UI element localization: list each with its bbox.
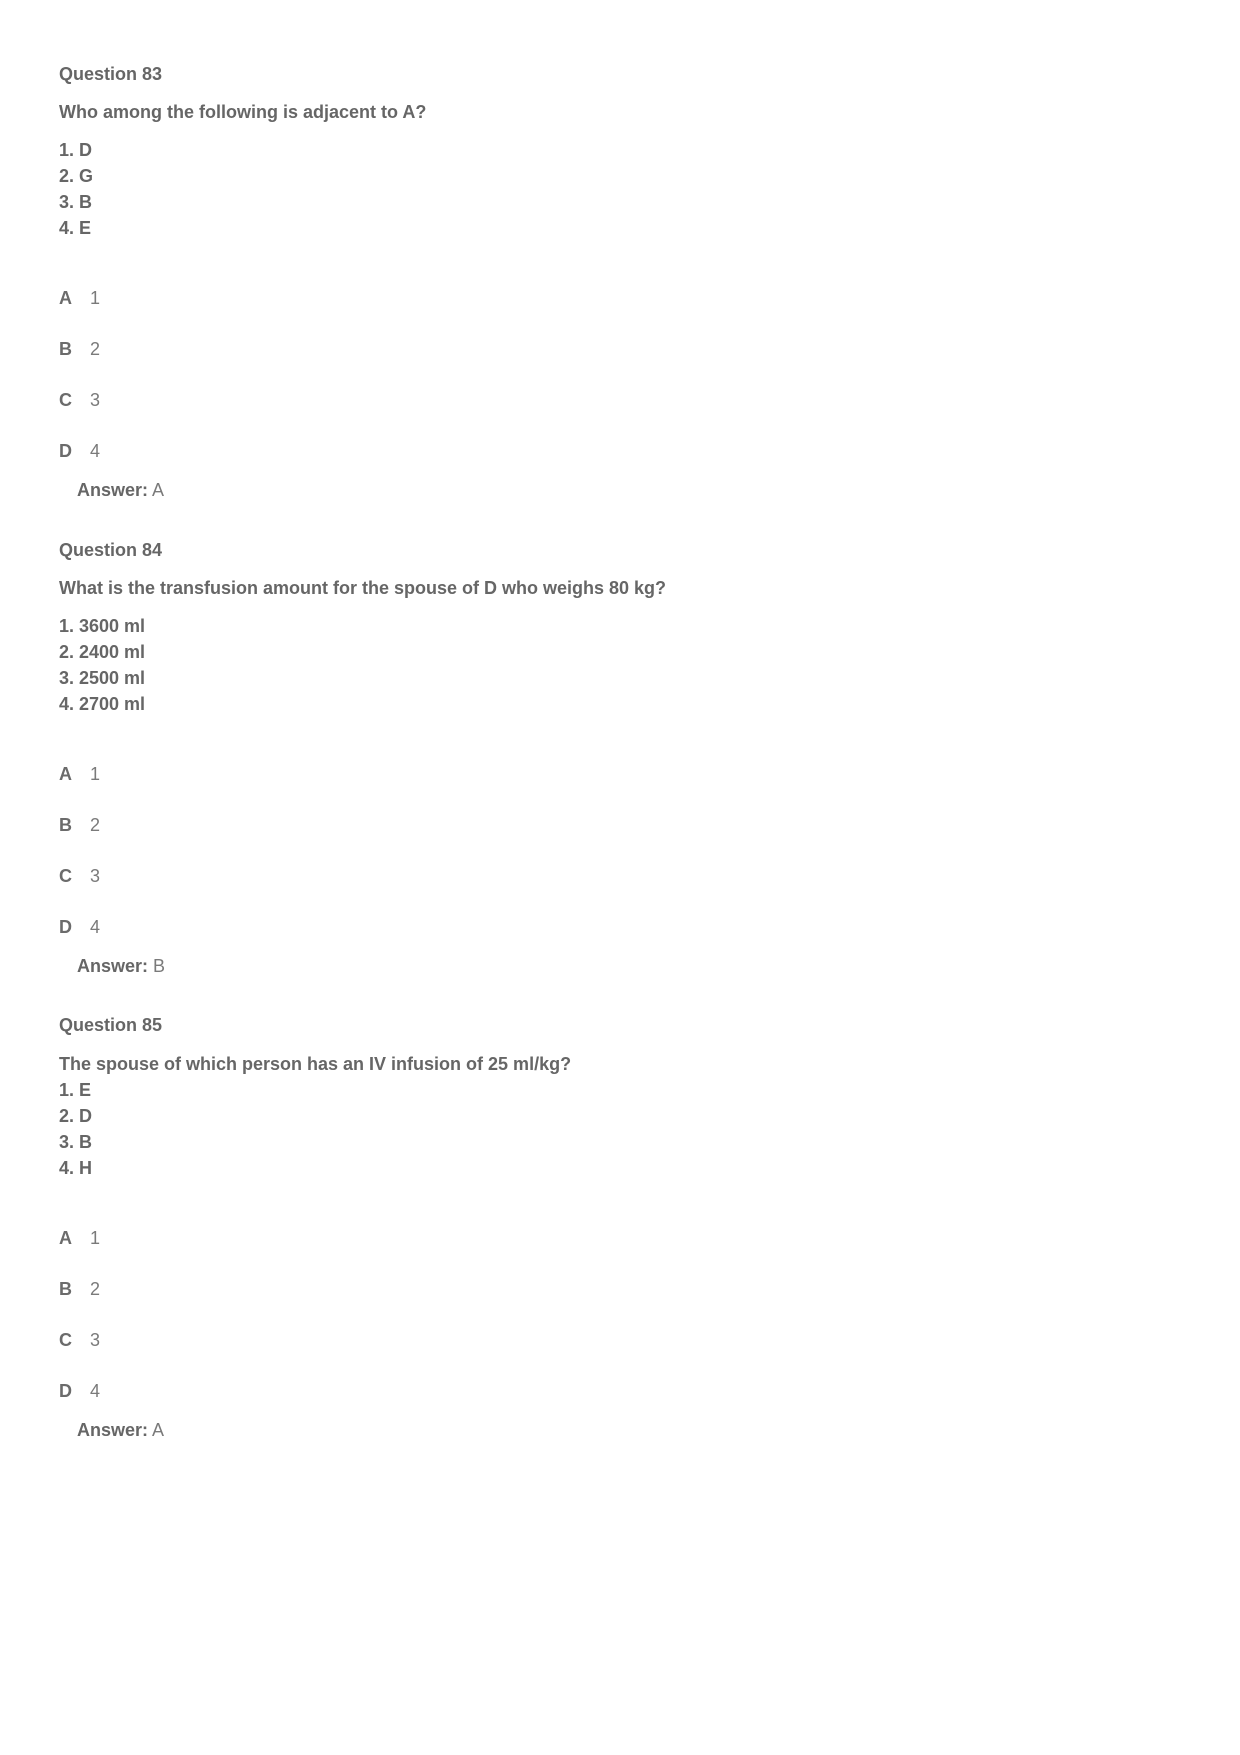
option-letter: C: [59, 390, 72, 410]
option-letter: A: [59, 1228, 72, 1248]
question-text: Who among the following is adjacent to A?: [59, 102, 427, 122]
option-value: 3: [90, 1330, 101, 1350]
option-letter: A: [59, 764, 72, 784]
answer-line: [77, 955, 165, 977]
statement-list: [59, 1079, 92, 1183]
statement-item: 3. 2500 ml: [59, 668, 146, 688]
answer-option-a[interactable]: [59, 1227, 100, 1251]
answer-option-a[interactable]: [59, 763, 100, 787]
statement-item: 4. E: [59, 218, 92, 238]
statement-item: 3. B: [59, 1132, 93, 1152]
option-value: 4: [90, 441, 101, 461]
statement-item: 4. 2700 ml: [59, 694, 146, 714]
option-value: 4: [90, 917, 101, 937]
answer-label: Answer:: [77, 1420, 149, 1440]
statement-item: 3. B: [59, 192, 93, 212]
answer-option-b[interactable]: [59, 338, 100, 362]
statement-item: 2. D: [59, 1106, 93, 1126]
option-value: 1: [90, 288, 101, 308]
option-letter: D: [59, 1381, 72, 1401]
answer-option-d[interactable]: [59, 1380, 100, 1404]
option-value: 3: [90, 390, 101, 410]
option-letter: D: [59, 441, 72, 461]
statement-list: [59, 139, 93, 243]
statement-item: 1. D: [59, 140, 93, 160]
option-letter: A: [59, 288, 72, 308]
question-title: Question 85: [59, 1015, 163, 1035]
option-letter: B: [59, 815, 72, 835]
answer-option-d[interactable]: [59, 916, 100, 940]
statement-item: 2. 2400 ml: [59, 642, 146, 662]
statement-item: 1. 3600 ml: [59, 616, 146, 636]
answer-label: Answer:: [77, 480, 149, 500]
question-title: Question 83: [59, 64, 163, 84]
answer-option-b[interactable]: [59, 1278, 100, 1302]
option-letter: B: [59, 1279, 72, 1299]
option-letter: C: [59, 1330, 72, 1350]
statement-list: [59, 615, 145, 719]
answer-option-c[interactable]: [59, 1329, 100, 1353]
option-value: 2: [90, 815, 101, 835]
answer-option-b[interactable]: [59, 814, 100, 838]
answer-option-c[interactable]: [59, 865, 100, 889]
option-letter: C: [59, 866, 72, 886]
answer-option-d[interactable]: [59, 440, 100, 464]
answer-line: [77, 1419, 164, 1441]
question-text: What is the transfusion amount for the spouse of D who weighs 80 kg?: [59, 578, 667, 598]
answer-value: B: [153, 956, 166, 976]
question-title: Question 84: [59, 540, 163, 560]
answer-label: Answer:: [77, 956, 149, 976]
option-value: 1: [90, 1228, 101, 1248]
answer-option-a[interactable]: [59, 287, 100, 311]
answer-value: A: [152, 480, 165, 500]
option-value: 1: [90, 764, 101, 784]
statement-item: 4. H: [59, 1158, 93, 1178]
answer-line: [77, 479, 164, 501]
question-text: The spouse of which person has an IV infusion of 25 ml/kg?: [59, 1054, 572, 1074]
option-value: 4: [90, 1381, 101, 1401]
answer-value: A: [152, 1420, 165, 1440]
statement-item: 1. E: [59, 1080, 92, 1100]
option-value: 2: [90, 339, 101, 359]
option-value: 3: [90, 866, 101, 886]
option-letter: B: [59, 339, 72, 359]
option-letter: D: [59, 917, 72, 937]
option-value: 2: [90, 1279, 101, 1299]
statement-item: 2. G: [59, 166, 94, 186]
answer-option-c[interactable]: [59, 389, 100, 413]
